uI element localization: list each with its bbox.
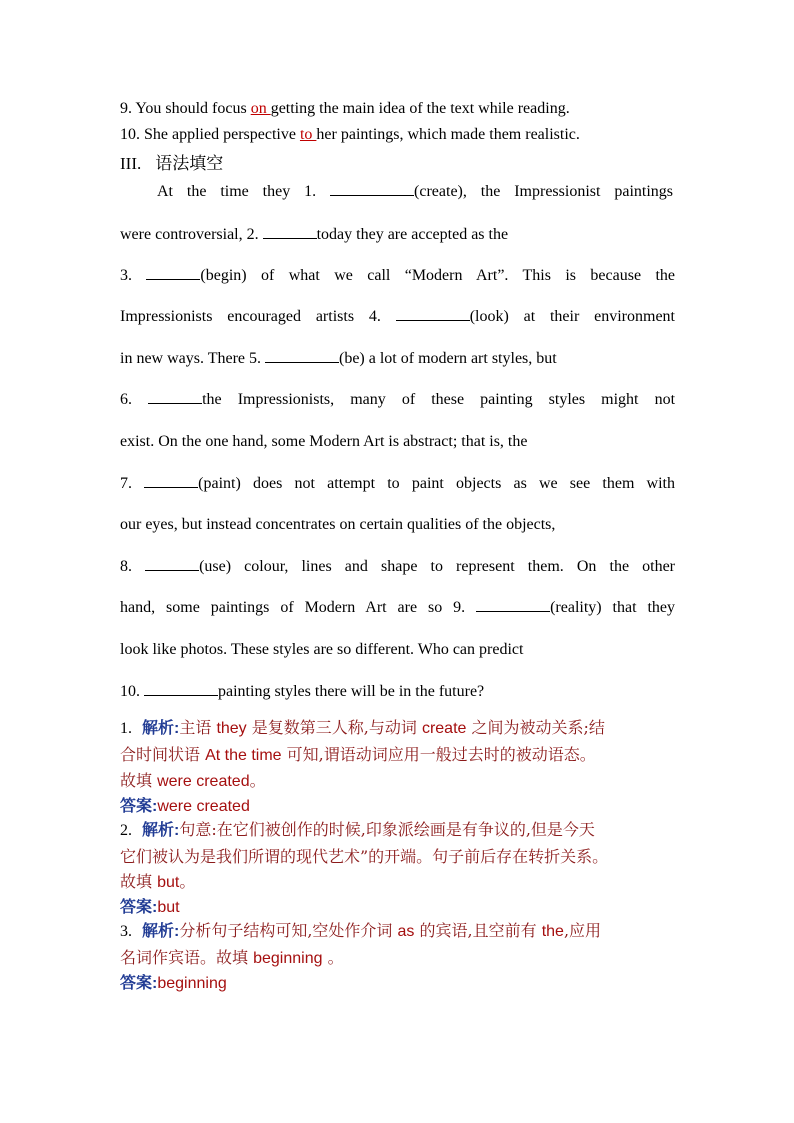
- passage-text: At the time they 1.: [157, 183, 331, 200]
- analysis-term: were created: [157, 773, 250, 790]
- analysis-label: 解析:: [142, 923, 180, 940]
- analysis-text: 之间为被动关系;结: [466, 718, 605, 737]
- passage-line-8: [120, 475, 675, 493]
- section-heading: [120, 149, 223, 174]
- key-value: but: [157, 899, 180, 916]
- passage-text: painting styles there will be in the future?: [218, 683, 485, 700]
- passage-text: (reality) that they: [550, 599, 675, 616]
- analysis-text: 是复数第三人称,与动词: [246, 718, 422, 737]
- passage-line-11: [120, 599, 675, 617]
- answer-2-key: [120, 894, 180, 917]
- analysis-term: create: [421, 720, 467, 737]
- passage-line-2: [120, 226, 680, 244]
- passage-text: hand, some paintings of Modern Art are so 9.: [120, 599, 477, 616]
- passage-line-1: [157, 183, 673, 201]
- passage-text: 7.: [120, 475, 145, 492]
- section-title: 语法填空: [155, 154, 224, 174]
- analysis-text: 句意:在它们被创作的时候,印象派绘画是有争议的,但是今天: [179, 820, 595, 839]
- question-9-rest: getting the main idea of the text while reading.: [270, 100, 570, 117]
- key-label: 答案:: [120, 798, 158, 815]
- question-9: [120, 100, 675, 118]
- analysis-text: 。: [179, 872, 196, 891]
- blank-10[interactable]: [144, 683, 218, 696]
- analysis-text: 分析句子结构可知,空处作介词: [179, 921, 398, 940]
- blank-4[interactable]: [396, 308, 470, 321]
- passage-line-9: [120, 516, 680, 534]
- answer-1-key: [120, 793, 250, 816]
- analysis-text: ,应用: [563, 921, 602, 940]
- answer-3-key: [120, 970, 227, 993]
- question-10-answer: to: [299, 126, 317, 143]
- passage-line-3: [120, 267, 675, 285]
- passage-line-7: [120, 433, 680, 451]
- blank-1[interactable]: [330, 183, 414, 196]
- passage-text: the Impressionists, many of these painting styles might not: [202, 391, 676, 408]
- blank-8[interactable]: [145, 558, 199, 571]
- passage-line-5: [120, 350, 680, 368]
- passage-text: look like photos. These styles are so different. Who can predict: [120, 641, 524, 658]
- passage-text: (paint) does not attempt to paint objects as we see them with: [198, 475, 676, 492]
- question-10-text: 10. She applied perspective: [120, 126, 300, 143]
- answer-2-analysis: [120, 817, 680, 896]
- passage-text: were controversial, 2.: [120, 226, 263, 243]
- blank-9[interactable]: [476, 599, 550, 612]
- analysis-text: 合时间状语: [120, 744, 206, 764]
- analysis-text: 名词作宾语。故填: [120, 947, 254, 967]
- passage-text: today they are accepted as the: [316, 226, 509, 243]
- analysis-term: beginning: [253, 949, 323, 967]
- passage-line-4: [120, 308, 675, 326]
- passage-text: (begin) of what we call “Modern Art”. This is because the: [200, 267, 675, 284]
- passage-text: our eyes, but instead concentrates on certain qualities of the objects,: [120, 516, 556, 533]
- analysis-term: as: [397, 923, 415, 940]
- key-value: beginning: [157, 975, 227, 992]
- analysis-text: 。: [322, 947, 344, 967]
- analysis-term: they: [216, 720, 247, 737]
- passage-text: in new ways. There 5.: [120, 350, 265, 367]
- passage-line-12: [120, 641, 680, 659]
- analysis-text: 它们被认为是我们所谓的现代艺术”的开端。句子前后存在转折关系。: [120, 846, 609, 866]
- answer-3-analysis: [120, 918, 680, 971]
- analysis-text: 故填: [120, 771, 158, 790]
- analysis-text: 故填: [120, 872, 158, 891]
- question-9-answer: on: [250, 100, 271, 117]
- passage-text: Impressionists encouraged artists 4.: [120, 308, 396, 325]
- analysis-text: 主语: [179, 718, 217, 737]
- blank-6[interactable]: [148, 391, 202, 404]
- passage-line-13: [120, 683, 680, 701]
- analysis-text: 。: [249, 771, 266, 790]
- passage-text: 3.: [120, 267, 147, 284]
- key-label: 答案:: [120, 975, 158, 992]
- question-10: [120, 126, 675, 144]
- section-numeral: III.: [120, 154, 142, 173]
- key-value: were created: [157, 798, 250, 815]
- analysis-term: the: [541, 923, 564, 940]
- passage-text: exist. On the one hand, some Modern Art is abstract; that is, the: [120, 433, 528, 450]
- analysis-text: 的宾语,且空前有: [414, 921, 542, 940]
- blank-2[interactable]: [263, 226, 317, 239]
- answer-number: 3.: [120, 923, 132, 940]
- blank-3[interactable]: [146, 267, 200, 280]
- analysis-label: 解析:: [142, 720, 180, 737]
- question-9-text: 9. You should focus: [120, 100, 251, 117]
- passage-text: 6.: [120, 391, 149, 408]
- passage-line-10: [120, 558, 675, 576]
- answer-number: 2.: [120, 822, 132, 839]
- passage-text: (be) a lot of modern art styles, but: [339, 350, 557, 367]
- passage-text: (create), the Impressionist paintings: [414, 183, 674, 200]
- blank-5[interactable]: [265, 350, 339, 363]
- passage-text: (use) colour, lines and shape to represent them. On the other: [199, 558, 676, 575]
- analysis-term: At the time: [205, 746, 282, 764]
- analysis-term: but: [157, 874, 180, 891]
- passage-text: 8.: [120, 558, 146, 575]
- key-label: 答案:: [120, 899, 158, 916]
- question-10-rest: her paintings, which made them realistic.: [316, 126, 580, 143]
- blank-7[interactable]: [144, 475, 198, 488]
- passage-text: (look) at their environment: [469, 308, 675, 325]
- passage-line-6: [120, 391, 675, 409]
- answer-1-analysis: [120, 715, 680, 795]
- analysis-text: 可知,谓语动词应用一般过去时的被动语态。: [281, 744, 596, 764]
- passage-text: 10.: [120, 683, 144, 700]
- analysis-label: 解析:: [142, 822, 180, 839]
- answer-number: 1.: [120, 720, 132, 737]
